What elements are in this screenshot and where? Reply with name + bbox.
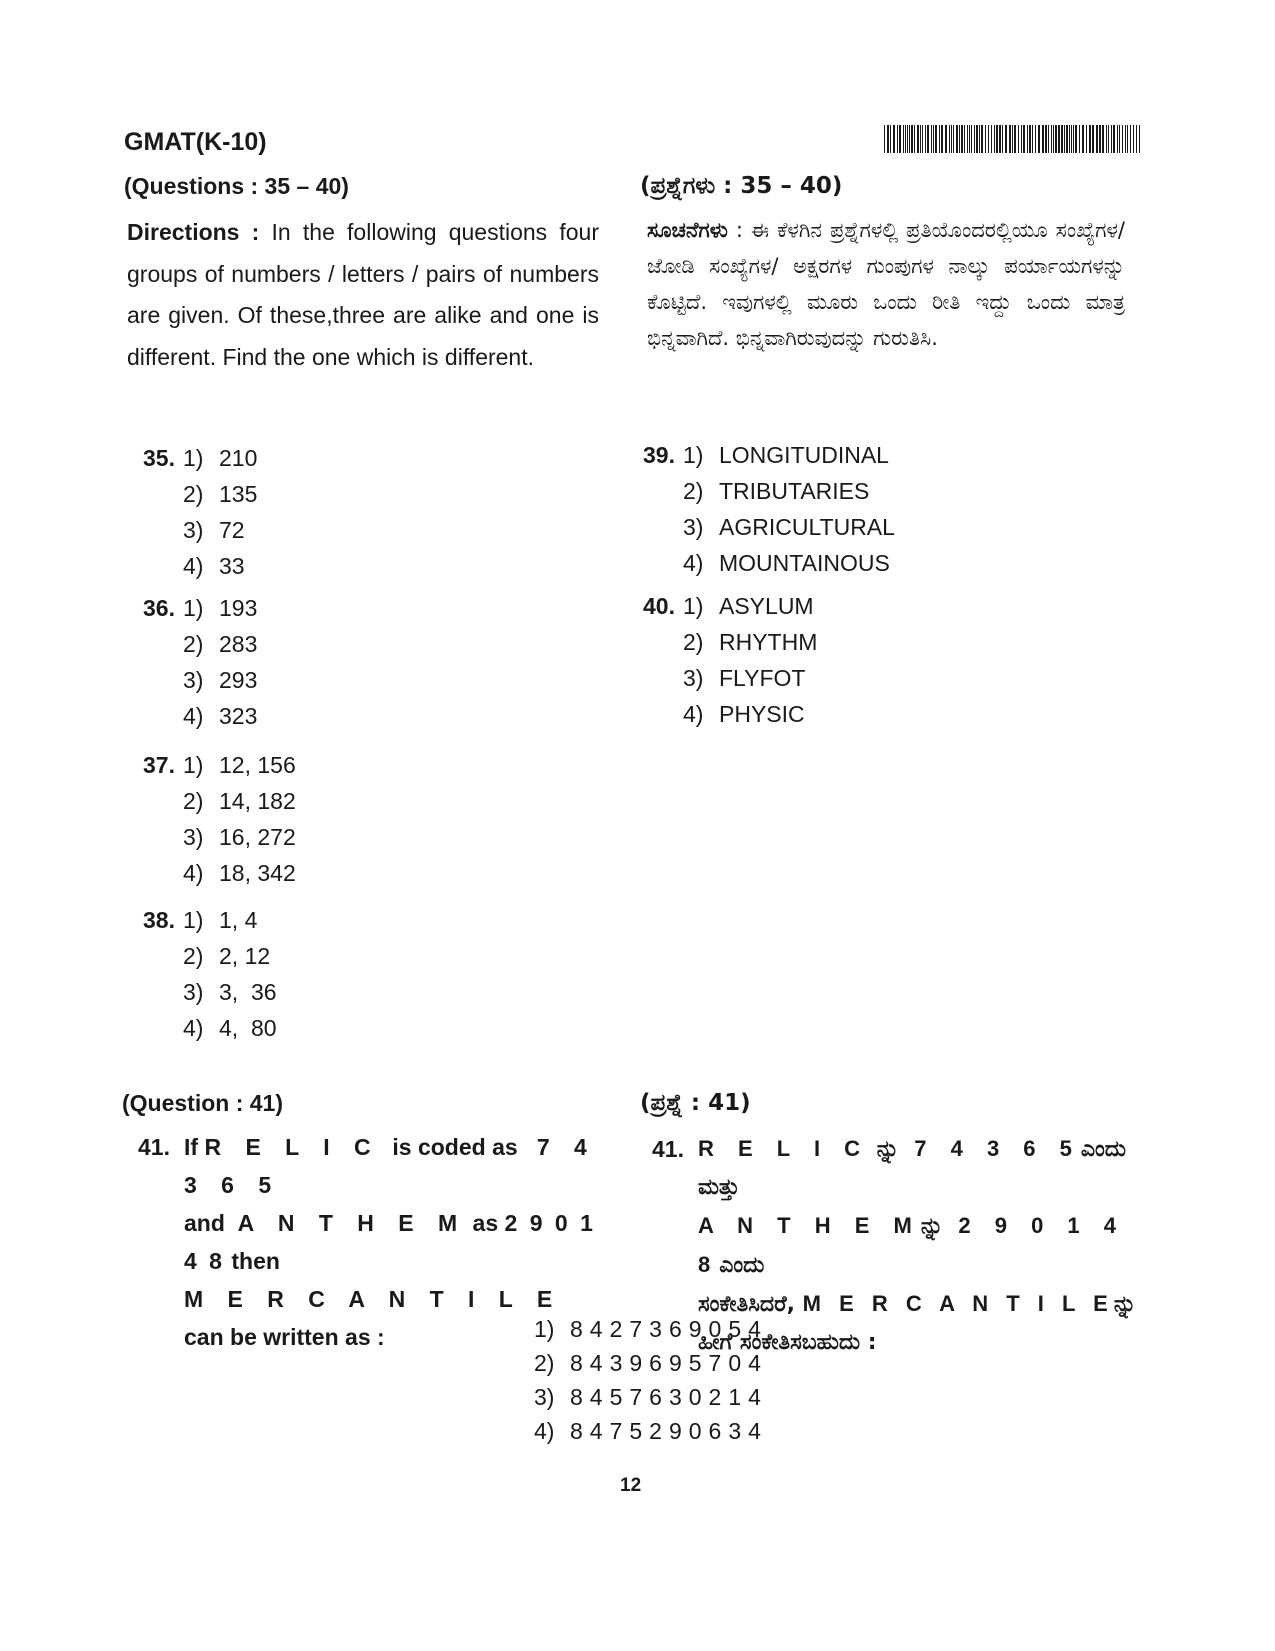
barcode-bar bbox=[1023, 125, 1025, 153]
directions-en bbox=[127, 212, 599, 378]
option-value: PHYSIC bbox=[719, 700, 805, 727]
directions-label-en: Directions : bbox=[127, 219, 260, 245]
barcode-bar bbox=[969, 125, 970, 153]
barcode-bar bbox=[1009, 125, 1011, 153]
option-value: 12, 156 bbox=[219, 751, 296, 778]
barcode-bar bbox=[911, 125, 913, 153]
barcode-bar bbox=[1092, 125, 1094, 153]
q41-kn-line-1: R E L I C ನ್ನು 7 4 3 6 5ಎಂದು ಮತ್ತು bbox=[698, 1136, 1126, 1200]
barcode-bar bbox=[903, 125, 904, 153]
option-label: 2) bbox=[183, 630, 204, 657]
barcode-bar bbox=[985, 125, 986, 153]
barcode-bar bbox=[1139, 125, 1140, 153]
option-value: 8475290634 bbox=[570, 1417, 768, 1444]
option-value: 72 bbox=[219, 516, 245, 543]
barcode-bar bbox=[1089, 125, 1091, 153]
barcode-bar bbox=[1133, 125, 1134, 153]
question-38 bbox=[125, 902, 277, 1046]
barcode-bar bbox=[1122, 125, 1123, 153]
q41-kn-line-2: A N T H E Mನ್ನು 2 9 0 1 4 8ಎಂದು bbox=[698, 1213, 1126, 1278]
option-value: 8457630214 bbox=[570, 1383, 768, 1410]
q41-line-2: and A N T H E M as 2 9 0 1 4 8 then bbox=[184, 1210, 596, 1274]
barcode-bar bbox=[1099, 125, 1101, 153]
barcode-bar bbox=[949, 125, 950, 153]
section-title-en: (Questions : 35 – 40) bbox=[124, 173, 349, 199]
option-label: 2) bbox=[183, 480, 204, 507]
option-value: 16, 272 bbox=[219, 823, 296, 850]
barcode-bar bbox=[1029, 125, 1031, 153]
barcode-bar bbox=[931, 125, 932, 153]
option-label: 2) bbox=[183, 787, 204, 814]
option-value: RHYTHM bbox=[719, 628, 818, 655]
question-39 bbox=[625, 437, 895, 581]
barcode-bar bbox=[893, 125, 895, 153]
question-number: 41. bbox=[138, 1134, 170, 1160]
barcode-bar bbox=[1021, 125, 1022, 153]
question-number: 41. bbox=[652, 1136, 684, 1162]
barcode-bar bbox=[1086, 125, 1087, 153]
question-41-options bbox=[534, 1312, 768, 1448]
option-value: AGRICULTURAL bbox=[719, 513, 895, 540]
option-value: 2, 12 bbox=[219, 942, 271, 969]
option-label: 3) bbox=[534, 1383, 555, 1410]
barcode-bar bbox=[927, 125, 929, 153]
barcode-bar bbox=[1051, 125, 1052, 153]
option-value: 14, 182 bbox=[219, 787, 296, 814]
word-relic: R E L I C bbox=[204, 1134, 380, 1160]
word-anthem: A N T H E M bbox=[237, 1210, 467, 1236]
option-value: ASYLUM bbox=[719, 592, 814, 619]
barcode-bar bbox=[964, 125, 965, 153]
barcode-bar bbox=[1035, 125, 1036, 153]
option-label: 1) bbox=[183, 906, 204, 933]
question-40 bbox=[625, 588, 817, 732]
barcode-bar bbox=[920, 125, 921, 153]
barcode-bar bbox=[899, 125, 901, 153]
option-value: 4, 80 bbox=[219, 1014, 277, 1041]
barcode-bar bbox=[941, 125, 943, 153]
q41-kn-line-4: ಹೀಗೆ ಸಂಕೇತಿಸಬಹುದು : bbox=[698, 1330, 877, 1355]
exam-code: GMAT(K-10) bbox=[124, 128, 267, 156]
barcode-bar bbox=[1055, 125, 1057, 153]
barcode-bar bbox=[1053, 125, 1054, 153]
barcode-bar bbox=[914, 125, 915, 153]
barcode-bar bbox=[1096, 125, 1098, 153]
barcode-bar bbox=[907, 125, 908, 153]
barcode-bar bbox=[887, 125, 889, 153]
barcode-bar bbox=[925, 125, 926, 153]
barcode-bar bbox=[1106, 125, 1107, 153]
option-label: 1) bbox=[683, 441, 704, 468]
option-value: TRIBUTARIES bbox=[719, 477, 870, 504]
directions-text-kn: : ಈ ಕೆಳಗಿನ ಪ್ರಶ್ನೆಗಳಲ್ಲಿ ಪ್ರತಿಯೊಂದರಲ್ಲಿಯೂ ಸಂಖ್ಯೆಗಳ/ಜೋಡಿ ಸಂಖ್ಯೆಗಳ/ ಅಕ್ಷರಗಳ ಗುಂಪುಗಳ ನಾಲ್ಕು ಪರ್ಯಾಯಗಳನ್ನು ಕೊಟ್ಟಿದೆ. ಇವುಗಳಲ್ಲಿ ಮೂರು ಒಂದು ರೀತಿ ಇದ್ದು ಒಂದು ಮಾತ್ರ ಭಿನ್ನವಾಗಿದೆ. ಭಿನ್ನವಾಗಿರುವುದನ್ನು ಗುರುತಿಸಿ. bbox=[647, 218, 1125, 350]
barcode-bar bbox=[991, 125, 992, 153]
barcode-bar bbox=[922, 125, 923, 153]
barcode-bar bbox=[1005, 125, 1007, 153]
barcode-bar bbox=[951, 125, 952, 153]
barcode-bar bbox=[1038, 125, 1040, 153]
barcode-bar bbox=[994, 125, 995, 153]
barcode-bar bbox=[999, 125, 1001, 153]
question-number: 40. bbox=[643, 592, 675, 619]
barcode-bar bbox=[1027, 125, 1028, 153]
barcode-bar bbox=[939, 125, 940, 153]
barcode bbox=[884, 125, 1142, 153]
option-value: 33 bbox=[219, 552, 245, 579]
q41-line-1: If R E L I C is coded as 7 4 3 6 5 bbox=[184, 1134, 596, 1198]
option-value: 323 bbox=[219, 702, 258, 729]
option-value: 8427369054 bbox=[570, 1315, 768, 1342]
barcode-bar bbox=[1102, 125, 1104, 153]
directions-text-en: In the following questions four groups of numbers / letters / pairs of numbers are given. Of these,three are alike and one is different. Find the one which is different. bbox=[127, 219, 599, 370]
barcode-bar bbox=[905, 125, 906, 153]
question-number: 38. bbox=[143, 906, 175, 933]
barcode-bar bbox=[1042, 125, 1044, 153]
option-value: 135 bbox=[219, 480, 258, 507]
option-label: 3) bbox=[683, 513, 704, 540]
section-title-kn: (ಪ್ರಶ್ನೆಗಳು : 35 – 40) bbox=[640, 173, 843, 199]
option-value: 3, 36 bbox=[219, 978, 277, 1005]
barcode-bar bbox=[1130, 125, 1131, 153]
question-number: 39. bbox=[643, 441, 675, 468]
option-label: 4) bbox=[683, 549, 704, 576]
question-number: 36. bbox=[143, 594, 175, 621]
option-value: 283 bbox=[219, 630, 258, 657]
barcode-bar bbox=[1064, 125, 1065, 153]
option-label: 4) bbox=[534, 1417, 555, 1444]
code-relic: 7 4 3 6 5 bbox=[184, 1134, 596, 1198]
directions-label-kn: ಸೂಚನೆಗಳು bbox=[647, 218, 728, 242]
barcode-bar bbox=[897, 125, 898, 153]
q41-line-3: M E R C A N T I L E can be written as : bbox=[184, 1286, 562, 1350]
barcode-bar bbox=[1032, 125, 1033, 153]
barcode-bar bbox=[988, 125, 989, 153]
barcode-bar bbox=[953, 125, 954, 153]
option-label: 3) bbox=[183, 978, 204, 1005]
directions-kn bbox=[647, 212, 1125, 356]
barcode-bar bbox=[974, 125, 975, 153]
barcode-bar bbox=[1045, 125, 1047, 153]
option-label: 3) bbox=[183, 823, 204, 850]
question-35 bbox=[125, 440, 257, 584]
section-41-title-en: (Question : 41) bbox=[122, 1090, 284, 1116]
option-label: 3) bbox=[183, 666, 204, 693]
barcode-bar bbox=[1073, 125, 1074, 153]
barcode-bar bbox=[909, 125, 910, 153]
barcode-bar bbox=[979, 125, 980, 153]
option-label: 4) bbox=[183, 552, 204, 579]
barcode-bar bbox=[1119, 125, 1120, 153]
question-number: 35. bbox=[143, 444, 175, 471]
q41-kn-line-3: ಸಂಕೇತಿಸಿದರೆ, M E R C A N T I L Eನ್ನು bbox=[698, 1291, 1137, 1317]
barcode-bar bbox=[1069, 125, 1070, 153]
barcode-bar bbox=[1108, 125, 1109, 153]
barcode-bar bbox=[959, 125, 960, 153]
barcode-bar bbox=[1002, 125, 1003, 153]
question-36 bbox=[125, 590, 257, 734]
barcode-bar bbox=[1018, 125, 1019, 153]
option-label: 3) bbox=[683, 664, 704, 691]
option-label: 1) bbox=[183, 444, 204, 471]
option-label: 4) bbox=[183, 702, 204, 729]
barcode-bar bbox=[981, 125, 983, 153]
option-label: 4) bbox=[183, 1014, 204, 1041]
barcode-bar bbox=[961, 125, 963, 153]
option-label: 1) bbox=[183, 751, 204, 778]
barcode-bar bbox=[1066, 125, 1068, 153]
barcode-bar bbox=[971, 125, 972, 153]
barcode-bar bbox=[1075, 125, 1077, 153]
option-label: 2) bbox=[683, 628, 704, 655]
barcode-bar bbox=[956, 125, 958, 153]
option-value: 193 bbox=[219, 594, 258, 621]
option-label: 3) bbox=[183, 516, 204, 543]
barcode-bar bbox=[1012, 125, 1013, 153]
barcode-bar bbox=[976, 125, 978, 153]
option-value: FLYFOT bbox=[719, 664, 806, 691]
option-value: 293 bbox=[219, 666, 258, 693]
word-mercantile: M E R C A N T I L E bbox=[184, 1286, 562, 1312]
barcode-bar bbox=[1014, 125, 1016, 153]
option-label: 2) bbox=[183, 942, 204, 969]
option-label: 2) bbox=[683, 477, 704, 504]
option-label: 1) bbox=[534, 1315, 555, 1342]
option-label: 1) bbox=[183, 594, 204, 621]
barcode-bar bbox=[1113, 125, 1115, 153]
barcode-bar bbox=[1117, 125, 1118, 153]
option-value: MOUNTAINOUS bbox=[719, 549, 890, 576]
option-label: 2) bbox=[534, 1349, 555, 1376]
barcode-bar bbox=[945, 125, 947, 153]
barcode-bar bbox=[1125, 125, 1126, 153]
code-anthem: 2 9 0 1 4 8 bbox=[184, 1210, 596, 1274]
option-label: 4) bbox=[183, 859, 204, 886]
barcode-bar bbox=[967, 125, 968, 153]
barcode-bar bbox=[1071, 125, 1072, 153]
option-value: LONGITUDINAL bbox=[719, 441, 889, 468]
barcode-bar bbox=[1136, 125, 1137, 153]
barcode-bar bbox=[996, 125, 998, 153]
option-value: 210 bbox=[219, 444, 258, 471]
option-value: 1, 4 bbox=[219, 906, 258, 933]
option-label: 4) bbox=[683, 700, 704, 727]
barcode-bar bbox=[884, 125, 885, 153]
section-41-title-kn: (ಪ್ರಶ್ನೆ : 41) bbox=[640, 1090, 751, 1116]
page-number: 12 bbox=[620, 1475, 642, 1496]
barcode-bar bbox=[1061, 125, 1063, 153]
barcode-bar bbox=[1079, 125, 1080, 153]
barcode-bar bbox=[917, 125, 919, 153]
question-number: 37. bbox=[143, 751, 175, 778]
barcode-bar bbox=[1082, 125, 1084, 153]
option-label: 1) bbox=[683, 592, 704, 619]
option-value: 18, 342 bbox=[219, 859, 296, 886]
barcode-bar bbox=[890, 125, 891, 153]
barcode-bar bbox=[1111, 125, 1112, 153]
option-value: 8439695704 bbox=[570, 1349, 768, 1376]
question-37 bbox=[125, 747, 296, 891]
barcode-bar bbox=[1127, 125, 1128, 153]
barcode-bar bbox=[1058, 125, 1060, 153]
barcode-bar bbox=[1048, 125, 1049, 153]
barcode-bar bbox=[933, 125, 934, 153]
barcode-bar bbox=[935, 125, 937, 153]
